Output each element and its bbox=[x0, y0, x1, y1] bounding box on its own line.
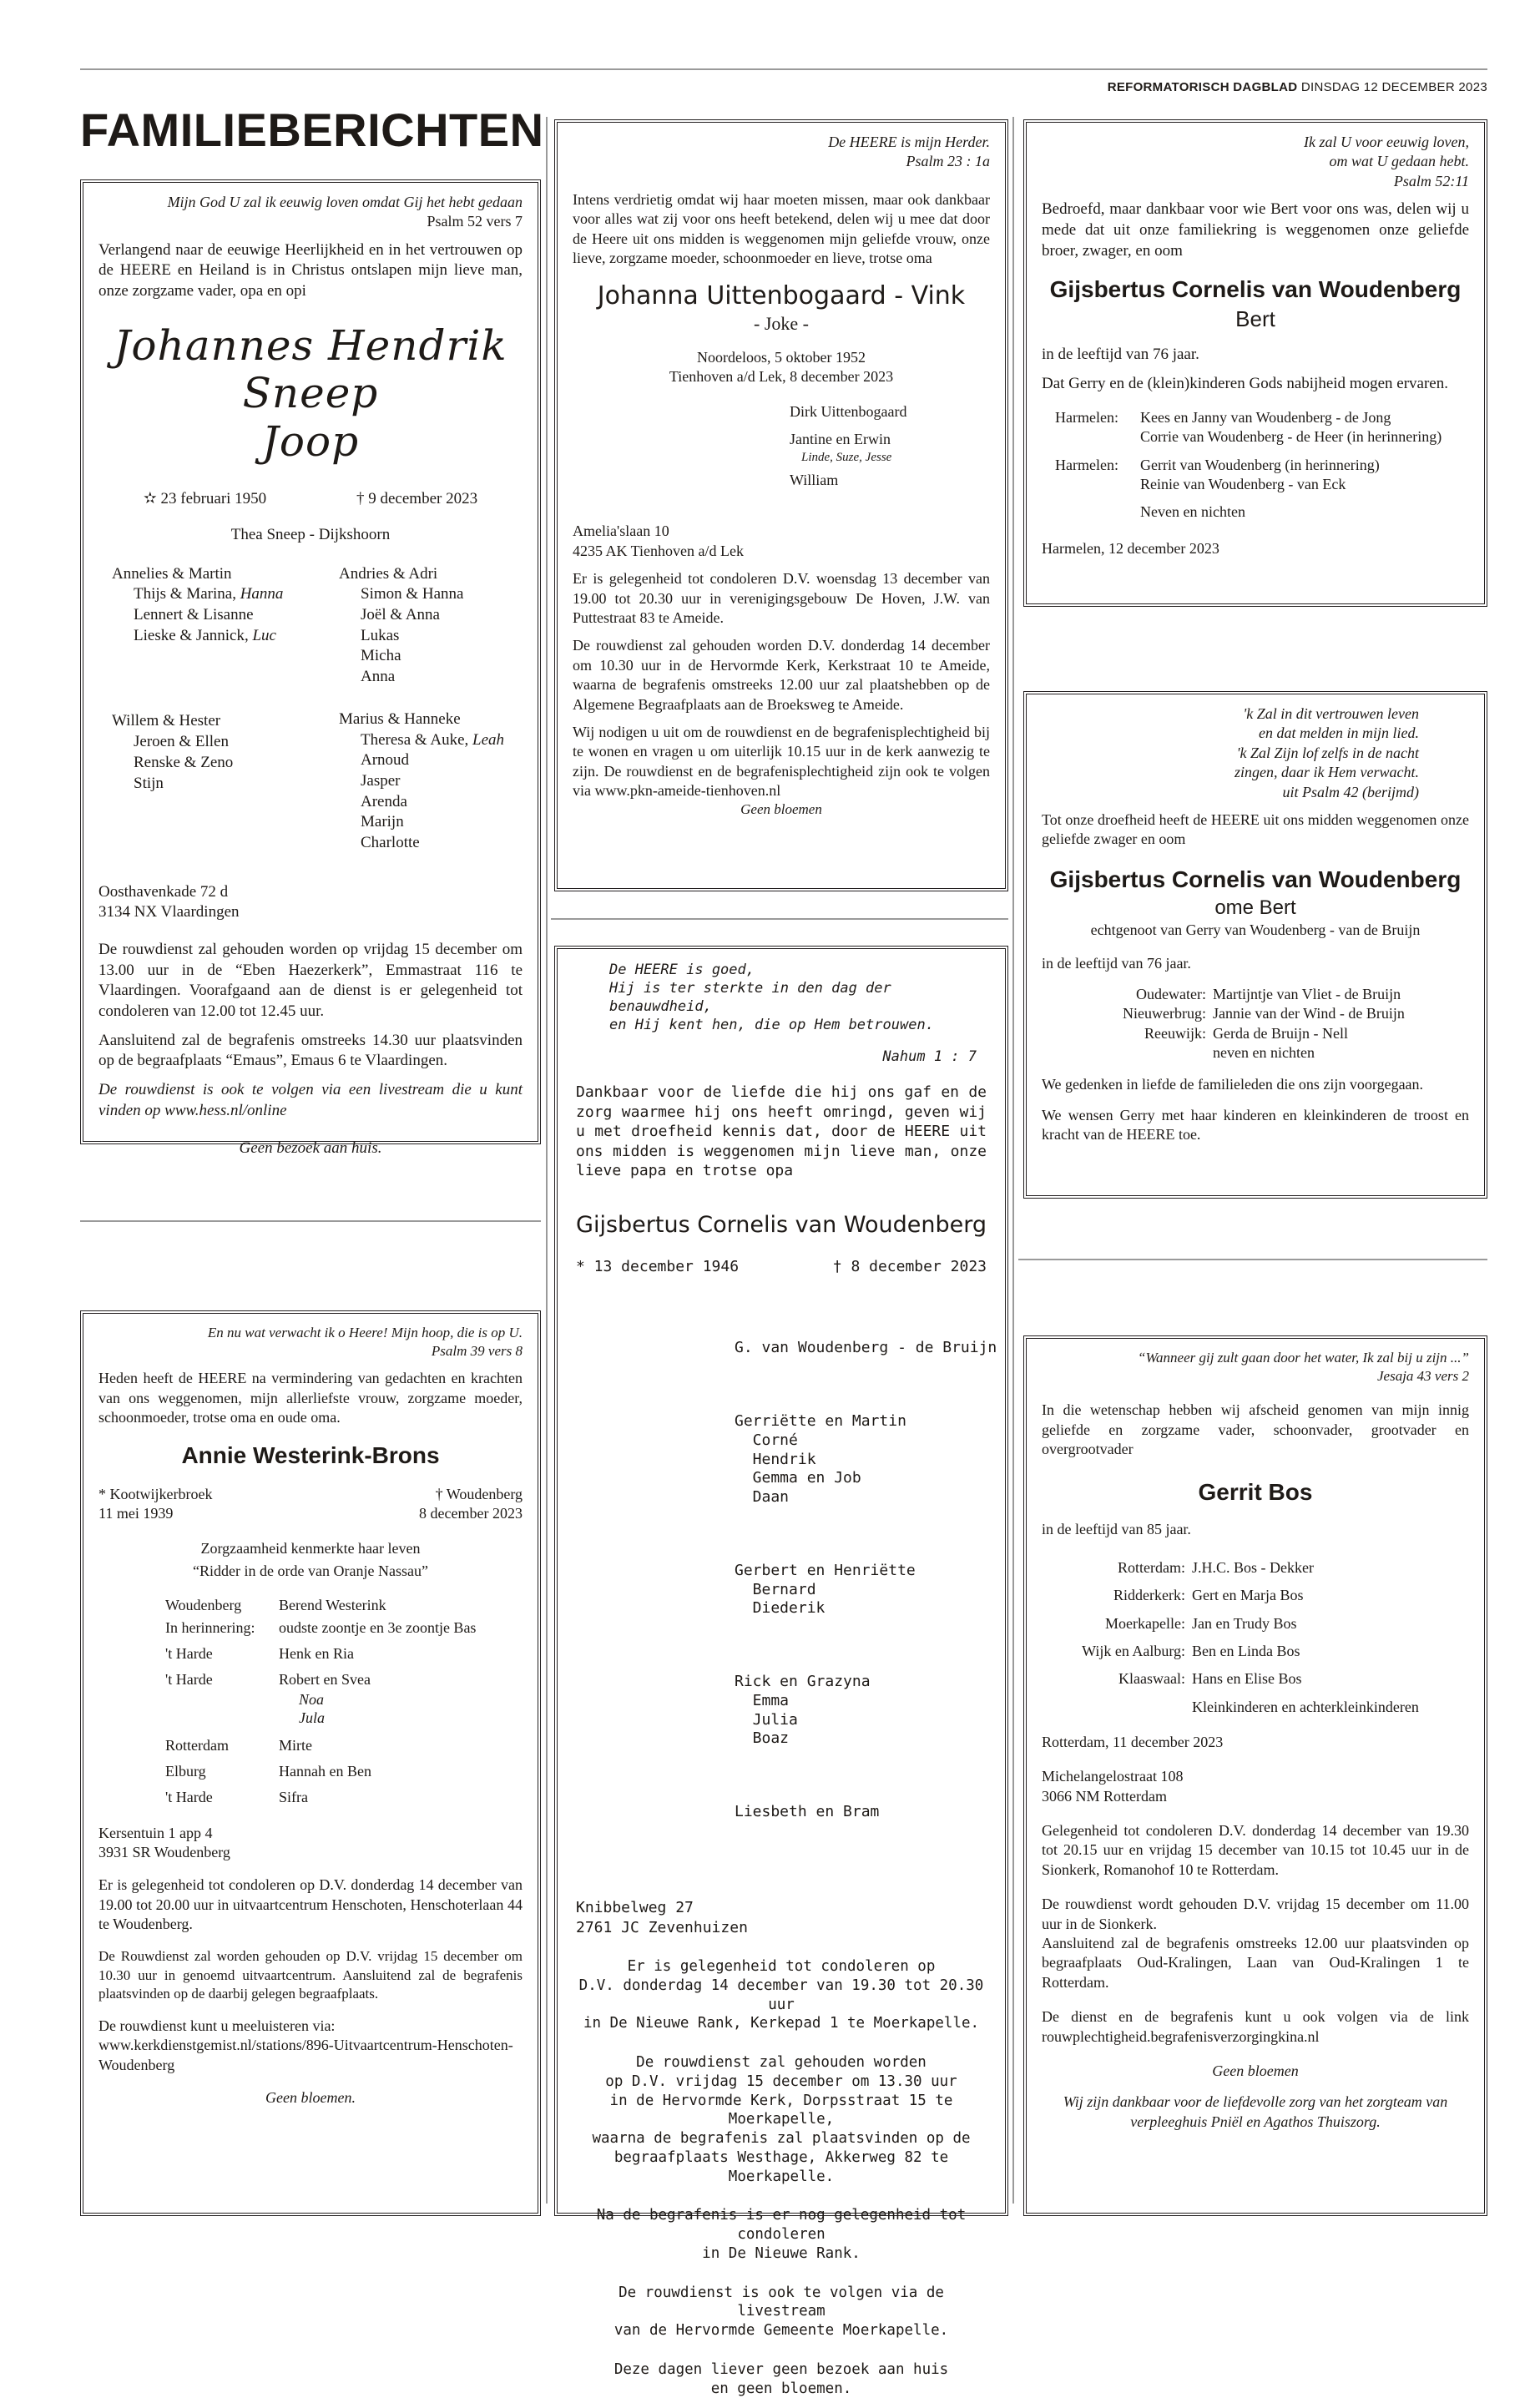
family-member: Robert en Svea bbox=[279, 1671, 371, 1689]
text-line: D.V. donderdag 14 december van 19.30 tot 20.30 uur bbox=[578, 1976, 984, 2013]
text-line: in De Nieuwe Rank. bbox=[702, 2244, 861, 2262]
address-line: Kersentuin 1 app 4 bbox=[98, 1824, 213, 1841]
closing-note: Geen bloemen bbox=[1212, 2062, 1299, 2079]
family-member: oudste zoontje en 3e zoontje Bas bbox=[279, 1619, 477, 1637]
burial-info: Aansluitend zal de begrafenis omstreeks 14.30 uur plaatsvinden op de begraafplaats “Emaus”, Emaus 6 te Vlaardingen. bbox=[98, 1031, 523, 1070]
quote-text: En nu wat verwacht ik o Heere! Mijn hoop, die is op U. bbox=[207, 1325, 523, 1340]
family-member: Emma bbox=[735, 1692, 790, 1709]
death-date: † 8 december 2023 bbox=[832, 1257, 987, 1275]
family-list bbox=[98, 564, 523, 854]
place-name: 't Harde bbox=[165, 1645, 213, 1663]
family-member: Jantine en Erwin bbox=[790, 431, 891, 448]
condolence-info: Er is gelegenheid tot condoleren op D.V. donderdag 14 december van 19.00 tot 20.00 uur in uitvaartcentrum Henschoten, Henschoterlaan 44 te Woudenberg. bbox=[98, 1876, 523, 1933]
family-member: Gert en Marja Bos bbox=[1192, 1587, 1304, 1604]
livestream-info: Wij nodigen u uit om de rouwdienst en de begrafenisplechtigheid bij te wonen en vragen u om uiterlijk 10.15 uur in de kerk aanwezig te zijn. De rouwdienst en de begrafenisplechtigheid zijn ook te volgen via www.pkn-ameide-tienhoven.nl bbox=[573, 723, 990, 800]
family-list bbox=[1042, 985, 1469, 1063]
family-member: Annelies & Martin bbox=[112, 564, 232, 583]
quote-reference: Psalm 52 vers 7 bbox=[427, 213, 523, 230]
text-line: op D.V. vrijdag 15 december om 13.30 uur bbox=[605, 2072, 957, 2090]
age-text: in de leeftijd van 85 jaar. bbox=[1042, 1520, 1191, 1537]
quote-text: zingen, daar ik Hem verwacht. bbox=[1235, 764, 1419, 781]
deceased-name: Johannes Hendrik Sneep bbox=[114, 321, 507, 418]
age-text: in de leeftijd van 76 jaar. bbox=[1042, 954, 1191, 972]
death-date: 8 december 2023 bbox=[419, 1505, 523, 1522]
deceased-name: Gijsbertus Cornelis van Woudenberg bbox=[1049, 276, 1462, 303]
quote-reference: Jesaja 43 vers 2 bbox=[1376, 1368, 1469, 1385]
family-member: Berend Westerink bbox=[279, 1597, 386, 1614]
family-member: Ben en Linda Bos bbox=[1192, 1643, 1300, 1660]
family-member: Dirk Uittenbogaard bbox=[790, 402, 907, 420]
death-notice-bert-family bbox=[1023, 119, 1487, 607]
family-member: Diederik bbox=[735, 1599, 826, 1618]
intro-text: Intens verdrietig omdat wij haar moeten missen, maar ook dankbaar voor alles wat zij voor ons heeft betekend, delen wij u mee dat door de Heere uit ons midden is weggenomen mijn geliefde vrouw, onze lieve, zorgzame moeder, schoonmoeder en lieve, trotse oma bbox=[573, 190, 990, 266]
family-member: Corné bbox=[735, 1431, 798, 1449]
address-line: 3066 NM Rotterdam bbox=[1042, 1787, 1167, 1805]
family-member: Mirte bbox=[279, 1736, 312, 1754]
column-divider-left bbox=[546, 117, 548, 2204]
death-place: † Woudenberg bbox=[435, 1485, 523, 1502]
family-member: Hanna bbox=[240, 585, 284, 603]
condolence-info: Gelegenheid tot condoleren D.V. donderdag 14 december van 19.30 tot 20.15 uur en vrijdag 15 december van 10.15 tot 10.45 uur in de Sionkerk, Romanohof 10 te Rotterdam. bbox=[1042, 1822, 1469, 1878]
death-date: † 9 december 2023 bbox=[356, 490, 478, 508]
birth-date: ✫ 23 februari 1950 bbox=[143, 490, 267, 508]
condolence-info bbox=[576, 1957, 987, 2033]
family-member: Micha bbox=[361, 647, 401, 665]
family-member: Reinie van Woudenberg - van Eck bbox=[1140, 475, 1346, 492]
place-name: Wijk en Aalburg: bbox=[1082, 1643, 1185, 1660]
family-member: Sifra bbox=[279, 1788, 308, 1805]
family-member: Neven en nichten bbox=[1140, 503, 1245, 521]
address-line: 3931 SR Woudenberg bbox=[98, 1843, 230, 1860]
age-text: in de leeftijd van 76 jaar. bbox=[1042, 346, 1199, 364]
livestream-info bbox=[576, 2284, 987, 2340]
header-rule bbox=[80, 68, 1487, 70]
place-name: Rotterdam: bbox=[1118, 1559, 1185, 1577]
text-line: Er is gelegenheid tot condoleren op bbox=[627, 1958, 936, 1976]
spouse-name: Thea Sneep - Dijkshoorn bbox=[230, 526, 391, 544]
text-line: in de Hervormde Kerk, Dorpsstraat 15 te Moerkapelle, bbox=[609, 2092, 953, 2128]
family-member: Hannah en Ben bbox=[279, 1762, 371, 1780]
family-member: Gerriëtte en Martin bbox=[735, 1412, 906, 1431]
deceased-nickname: Bert bbox=[1235, 305, 1275, 331]
family-member: Thijs & Marina, bbox=[134, 585, 236, 603]
death-notice-sneep bbox=[80, 179, 541, 1157]
address-line: 4235 AK Tienhoven a/d Lek bbox=[573, 542, 744, 559]
family-member: Henk en Ria bbox=[279, 1645, 354, 1663]
family-member: G. van Woudenberg - de Bruijn bbox=[735, 1339, 997, 1357]
family-member: Martijntje van Vliet - de Bruijn bbox=[1213, 986, 1401, 1003]
place-name: 't Harde bbox=[165, 1671, 213, 1689]
family-list bbox=[1042, 1554, 1469, 1721]
text-line: waarna de begrafenis zal plaatsvinden op de bbox=[592, 2130, 971, 2148]
quote-text: Mijn God U zal ik eeuwig loven omdat Gij het hebt gedaan bbox=[167, 194, 523, 210]
family-member: Theresa & Auke, bbox=[361, 730, 469, 749]
death-notice-bos bbox=[1023, 1335, 1487, 2216]
family-member: Luc bbox=[252, 626, 276, 644]
livestream-info: De dienst en de begrafenis kunt u ook volgen via de link rouwplechtigheid.begrafenisverzorgingkina.nl bbox=[1042, 2008, 1469, 2045]
family-list bbox=[1042, 408, 1469, 523]
quote-text: Hij is ter sterkte in den dag der benauwdheid, bbox=[609, 980, 891, 1016]
quote-text: “Wanneer gij zult gaan door het water, Ik zal bij u zijn ...” bbox=[1137, 1350, 1469, 1366]
message-text: We gedenken in liefde de familieleden die ons zijn voorgegaan. bbox=[1042, 1075, 1424, 1093]
deceased-name: Gijsbertus Cornelis van Woudenberg bbox=[1049, 866, 1462, 892]
family-member: Kleinkinderen en achterkleinkinderen bbox=[1192, 1698, 1419, 1715]
place-name: Oudewater: bbox=[1136, 986, 1206, 1003]
intro-text: Dankbaar voor de liefde die hij ons gaf en de zorg waarmee hij ons heeft omringd, geven wij u met droefheid kennis dat, door de HEERE uit ons midden is weggenomen mijn lieve man, onze lieve papa en trotse opa bbox=[576, 1083, 987, 1180]
service-info: De rouwdienst zal gehouden worden D.V. donderdag 14 december om 10.30 uur in de Hervormde Kerk, Kerkstraat 10 te Ameide, waarna de begrafenis omstreeks 12.00 uur zal plaatshebben op de Algemene Begraafplaats aan de Broeksweg te Ameide. bbox=[573, 637, 990, 713]
place-name: Reeuwijk: bbox=[1144, 1024, 1206, 1042]
deceased-nickname: Joop bbox=[261, 416, 360, 466]
quote-reference: Psalm 23 : 1a bbox=[906, 153, 990, 170]
service-info: De Rouwdienst zal worden gehouden op D.V. vrijdag 15 december om 10.30 uur in genoemd uitvaartcentrum. Aansluitend zal de begrafenis plaatsvinden op de daarbij gelegen begraafplaats. bbox=[98, 1948, 523, 2002]
burial-info: Aansluitend zal de begrafenis omstreeks 12.00 uur plaatsvinden op begraafplaats Oud-Kralingen, Laan van Oud-Kralingen 1 te Rotterdam. bbox=[1042, 1935, 1469, 1991]
address-line: Knibbelweg 27 bbox=[576, 1899, 694, 1917]
family-member: Gerrit van Woudenberg (in herinnering) bbox=[1140, 456, 1380, 473]
quote-reference: Psalm 52:11 bbox=[1393, 172, 1469, 189]
condolence-after bbox=[576, 2206, 987, 2263]
message-text: Dat Gerry en de (klein)kinderen Gods nabijheid mogen ervaren. bbox=[1042, 375, 1448, 393]
deceased-name: Gijsbertus Cornelis van Woudenberg bbox=[576, 1212, 987, 1239]
quote-text: 'k Zal Zijn lof zelfs in de nacht bbox=[1236, 744, 1419, 761]
family-member: Lennert & Lisanne bbox=[134, 606, 254, 624]
family-member: Marijn bbox=[361, 813, 404, 831]
family-member: Bernard bbox=[735, 1580, 816, 1598]
place-name: Klaaswaal: bbox=[1118, 1670, 1185, 1688]
place-name: In herinnering: bbox=[165, 1619, 255, 1637]
column-divider-right bbox=[1012, 117, 1014, 2204]
closing-note: Geen bloemen bbox=[740, 801, 822, 818]
quote-text: 'k Zal in dit vertrouwen leven bbox=[1243, 705, 1419, 722]
family-member: Gerda de Bruijn - Nell bbox=[1213, 1024, 1348, 1042]
family-member: Jula bbox=[299, 1709, 325, 1726]
place-name: Moerkapelle: bbox=[1105, 1614, 1185, 1632]
livestream-info: De rouwdienst is ook te volgen via een livestream die u kunt vinden op www.hess.nl/online bbox=[98, 1081, 523, 1119]
section-divider bbox=[551, 918, 1008, 920]
family-member: Lieske & Jannick, bbox=[134, 626, 249, 644]
condolence-info: Er is gelegenheid tot condoleren D.V. woensdag 13 december van 19.00 tot 20.30 uur in verenigingsgebouw De Hoven, J.W. van Puttestraat 83 te Ameide. bbox=[573, 570, 990, 626]
family-member: Linde, Suze, Jesse bbox=[801, 450, 892, 464]
quote-text: en Hij kent hen, die op Hem betrouwen. bbox=[609, 1017, 934, 1034]
text-line: De rouwdienst is ook te volgen via de livestream bbox=[619, 2284, 944, 2320]
intro-text: Tot onze droefheid heeft de HEERE uit ons midden weggenomen onze geliefde zwager en oom bbox=[1042, 810, 1469, 848]
quote-text: en dat melden in mijn lied. bbox=[1259, 724, 1419, 742]
family-list bbox=[98, 1594, 523, 1808]
place-name: Rotterdam bbox=[165, 1736, 229, 1754]
quote-text: om wat U gedaan hebt. bbox=[1329, 153, 1469, 170]
address-line: Oosthavenkade 72 d bbox=[98, 882, 229, 901]
closing-note: Geen bloemen. bbox=[265, 2088, 356, 2106]
birth-place: * Kootwijkerbroek bbox=[98, 1485, 213, 1502]
family-member: Kees en Janny van Woudenberg - de Jong bbox=[1140, 408, 1391, 426]
family-member: Joël & Anna bbox=[361, 606, 440, 624]
closing-note bbox=[576, 2360, 987, 2398]
death-notice-annie bbox=[80, 1310, 541, 2216]
family-member: Daan bbox=[735, 1487, 790, 1506]
death-notice-bert-inlaws bbox=[1023, 691, 1487, 1199]
family-member: Corrie van Woudenberg - de Heer (in herinnering) bbox=[1140, 428, 1442, 446]
deceased-name: Johanna Uittenbogaard - Vink bbox=[597, 281, 966, 311]
family-member: Rick en Grazyna bbox=[735, 1673, 871, 1691]
deceased-nickname: ome Bert bbox=[1214, 896, 1296, 920]
family-member: Gerbert en Henriëtte bbox=[735, 1561, 916, 1579]
spouse-text: echtgenoot van Gerry van Woudenberg - van de Bruijn bbox=[1090, 921, 1421, 939]
text-line: Deze dagen liever geen bezoek aan huis bbox=[613, 2360, 949, 2378]
intro-text: In die wetenschap hebben wij afscheid genomen van mijn innig geliefde en zorgzame vader, schoonvader, grootvader en overgrootvader bbox=[1042, 1401, 1469, 1457]
tribute-text: “Ridder in de orde van Oranje Nassau” bbox=[193, 1562, 428, 1579]
quote-text: De HEERE is goed, bbox=[609, 962, 755, 978]
closing-note: Geen bezoek aan huis. bbox=[239, 1138, 382, 1157]
family-member: William bbox=[790, 472, 839, 488]
address-line: 2761 JC Zevenhuizen bbox=[576, 1918, 748, 1936]
family-member: Arnoud bbox=[361, 751, 410, 770]
deceased-name: Gerrit Bos bbox=[1198, 1479, 1313, 1506]
death-notice-gijsbertus bbox=[554, 946, 1008, 2397]
family-member: Jeroen & Ellen bbox=[134, 733, 229, 751]
section-title: FAMILIEBERICHTEN bbox=[80, 103, 544, 156]
notice-date: Rotterdam, 11 december 2023 bbox=[1042, 1733, 1224, 1750]
intro-text: Bedroefd, maar dankbaar voor wie Bert voor ons was, delen wij u mede dat uit onze familiekring is weggenomen onze geliefde broer, zwager, en oom bbox=[1042, 200, 1469, 260]
place-name bbox=[1042, 1694, 1192, 1721]
family-member: Anna bbox=[361, 668, 396, 686]
quote-reference: Nahum 1 : 7 bbox=[882, 1048, 977, 1066]
service-info: De rouwdienst wordt gehouden D.V. vrijdag 15 december om 11.00 uur in de Sionkerk. bbox=[1042, 1896, 1469, 1932]
family-member: Jan en Trudy Bos bbox=[1192, 1614, 1297, 1632]
notice-date: Harmelen, 12 december 2023 bbox=[1042, 539, 1219, 557]
family-member: Stijn bbox=[134, 774, 164, 792]
deceased-name: Annie Westerink-Brons bbox=[181, 1442, 440, 1469]
family-member: Andries & Adri bbox=[339, 564, 438, 583]
address-line: Michelangelostraat 108 bbox=[1042, 1768, 1184, 1785]
family-member: J.H.C. Bos - Dekker bbox=[1192, 1559, 1314, 1577]
family-member: Marius & Hanneke bbox=[339, 709, 461, 728]
place-name: Woudenberg bbox=[165, 1597, 242, 1614]
family-member: Noa bbox=[299, 1691, 325, 1709]
quote-reference: uit Psalm 42 (berijmd) bbox=[1282, 783, 1419, 800]
death-notice-vink bbox=[554, 119, 1008, 891]
place-name: 't Harde bbox=[165, 1788, 213, 1805]
birth-date: 11 mei 1939 bbox=[98, 1505, 174, 1522]
section-divider bbox=[80, 1220, 541, 1222]
family-member: Julia bbox=[735, 1710, 798, 1729]
livestream-info: De rouwdienst kunt u meeluisteren via: bbox=[98, 2017, 336, 2034]
family-member: Leah bbox=[472, 730, 505, 749]
service-info: De rouwdienst zal gehouden worden op vrijdag 15 december om 13.00 uur in de “Eben Haezerkerk”, Emmastraat 116 te Vlaardingen. Voorafgaand aan de dienst is er gelegenheid tot condoleren van 12.00 tot 12.45 uur. bbox=[98, 941, 523, 1021]
thanks-note: Wij zijn dankbaar voor de liefdevolle zorg van het zorgteam van verpleeghuis Pniël en Agathos Thuiszorg. bbox=[1063, 2093, 1448, 2130]
family-member: Boaz bbox=[735, 1729, 790, 1748]
address-line: 3134 NX Vlaardingen bbox=[98, 903, 240, 921]
family-member: Jasper bbox=[361, 771, 401, 790]
family-member: Hendrik bbox=[735, 1450, 816, 1468]
family-member: Hans en Elise Bos bbox=[1192, 1670, 1302, 1688]
text-line: begraafplaats Westhage, Akkerweg 82 te Moerkapelle. bbox=[613, 2148, 949, 2185]
birth-date: Noordeloos, 5 oktober 1952 bbox=[697, 348, 866, 366]
deceased-nickname: - Joke - bbox=[754, 313, 809, 335]
family-member: Renske & Zeno bbox=[134, 753, 234, 771]
death-date: Tienhoven a/d Lek, 8 december 2023 bbox=[669, 368, 894, 386]
place-name bbox=[1042, 1043, 1213, 1063]
text-line: in De Nieuwe Rank, Kerkepad 1 te Moerkapelle. bbox=[583, 2015, 980, 2032]
tribute-text: Zorgzaamheid kenmerkte haar leven bbox=[200, 1539, 421, 1557]
family-member: Arenda bbox=[361, 792, 407, 810]
family-member: neven en nichten bbox=[1213, 1044, 1315, 1062]
message-text: We wensen Gerry met haar kinderen en kleinkinderen de troost en kracht van de HEERE toe. bbox=[1042, 1107, 1469, 1143]
place-name: Harmelen: bbox=[1055, 456, 1118, 473]
place-name: Harmelen: bbox=[1055, 408, 1118, 426]
masthead: REFORMATORISCH DAGBLAD DINSDAG 12 DECEMBER 2023 bbox=[1107, 80, 1487, 94]
text-line: Na de begrafenis is er nog gelegenheid tot condoleren bbox=[596, 2207, 967, 2244]
place-name: Elburg bbox=[165, 1762, 206, 1780]
place-name: Nieuwerbrug: bbox=[1123, 1005, 1206, 1022]
family-member: Simon & Hanna bbox=[361, 585, 464, 603]
livestream-link[interactable]: www.kerkdienstgemist.nl/stations/896-Uitvaartcentrum-Henschoten-Woudenberg bbox=[98, 2037, 513, 2073]
section-divider bbox=[1018, 1259, 1487, 1260]
quote-text: De HEERE is mijn Herder. bbox=[828, 134, 990, 150]
family-member: Willem & Hester bbox=[112, 712, 221, 730]
service-info bbox=[576, 2053, 987, 2186]
family-list bbox=[576, 1301, 997, 1860]
address-line: Amelia'slaan 10 bbox=[573, 523, 669, 540]
quote-text: Ik zal U voor eeuwig loven, bbox=[1304, 134, 1469, 150]
intro-text: Heden heeft de HEERE na vermindering van gedachten en krachten van ons weggenomen, mijn allerliefste vrouw, zorgzame moeder, schoonmoeder, trotse oma en oude oma. bbox=[98, 1370, 523, 1426]
birth-date: * 13 december 1946 bbox=[576, 1257, 740, 1275]
place-name: Ridderkerk: bbox=[1113, 1587, 1185, 1604]
intro-text: Verlangend naar de eeuwige Heerlijkheid en in het vertrouwen op de HEERE en Heiland is in Christus ontslapen mijn lieve man, onze zorgzame vader, opa en opi bbox=[98, 240, 523, 300]
family-member: Jannie van der Wind - de Bruijn bbox=[1213, 1005, 1405, 1022]
text-line: van de Hervormde Gemeente Moerkapelle. bbox=[613, 2322, 949, 2340]
family-member: Lukas bbox=[361, 626, 400, 644]
quote-reference: Psalm 39 vers 8 bbox=[431, 1343, 523, 1360]
family-member: Charlotte bbox=[361, 833, 420, 851]
family-list bbox=[573, 402, 990, 491]
family-member: Gemma en Job bbox=[735, 1469, 861, 1487]
text-line: en geen bloemen. bbox=[710, 2380, 852, 2397]
family-member: Liesbeth en Bram bbox=[735, 1803, 880, 1821]
text-line: De rouwdienst zal gehouden worden bbox=[636, 2054, 927, 2072]
